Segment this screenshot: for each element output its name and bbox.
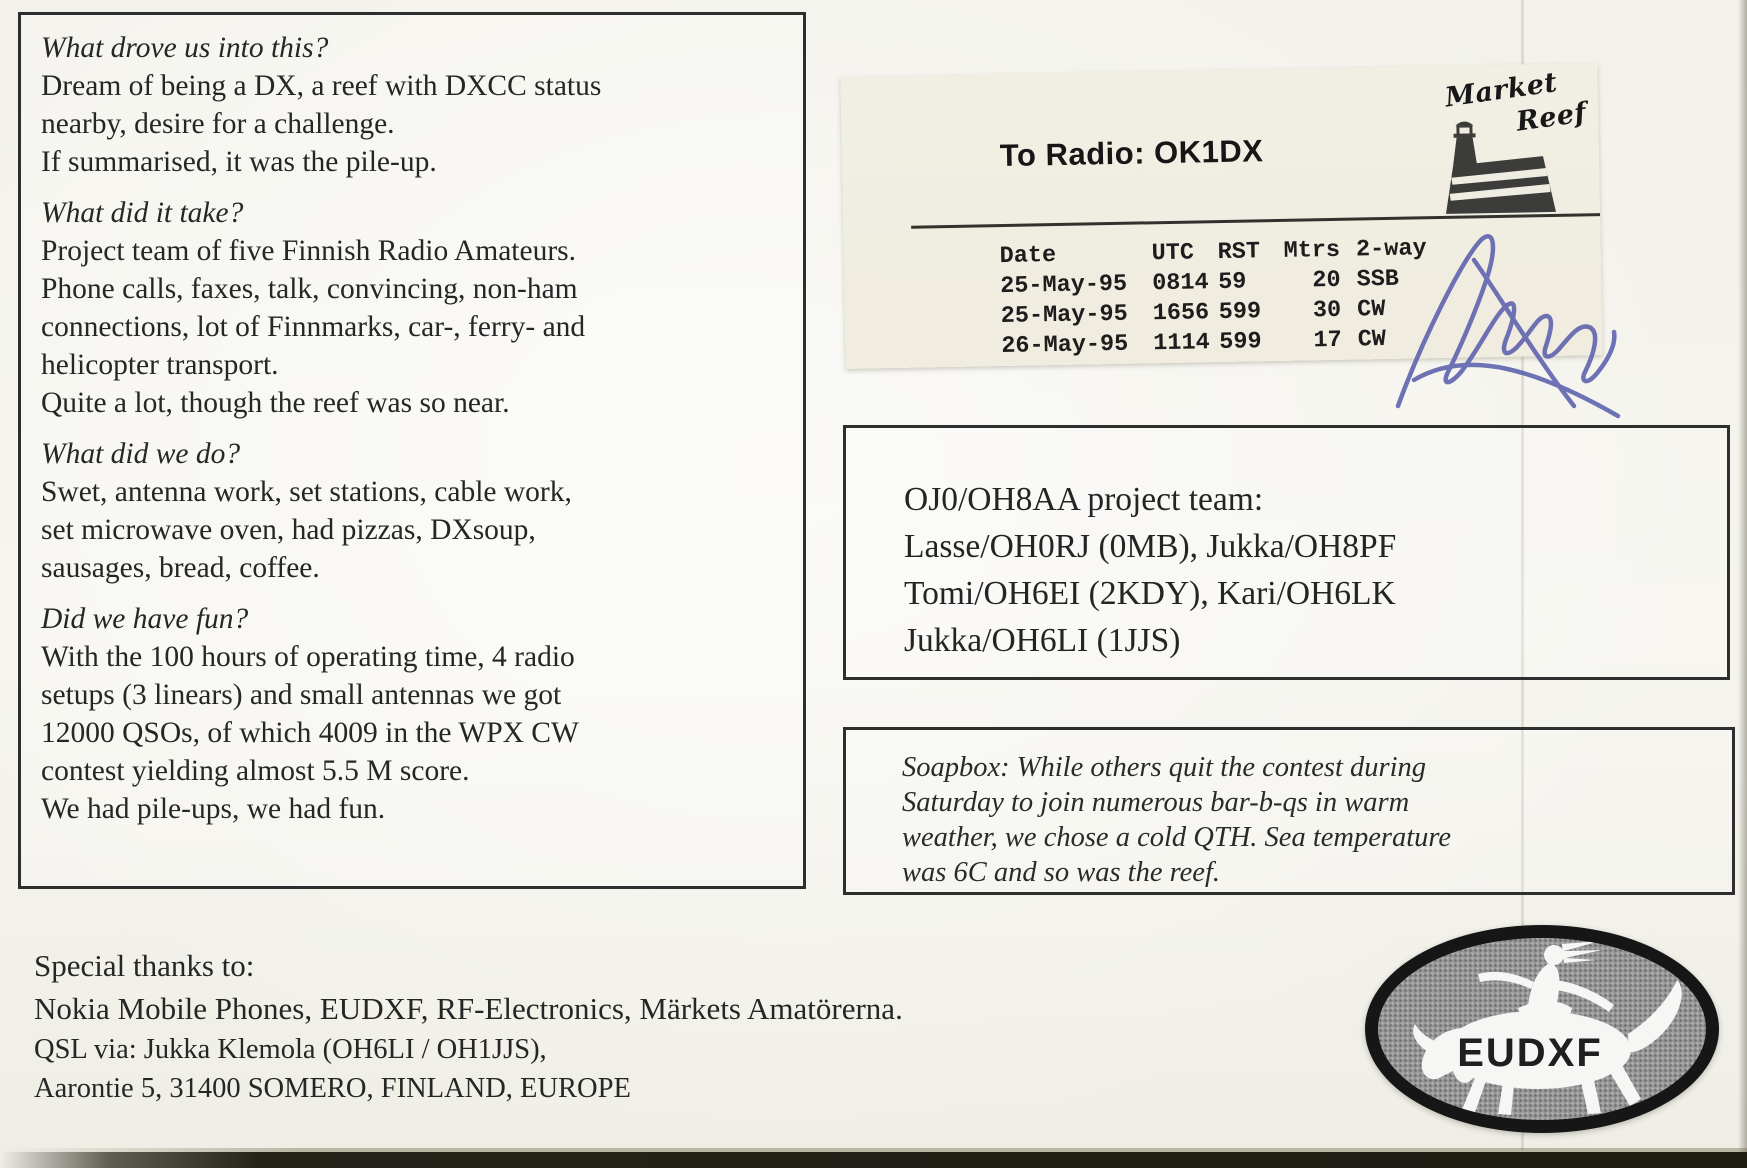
story-line: helicopter transport. [41, 349, 279, 381]
story-question: Did we have fun? [41, 603, 249, 635]
thanks-line: Special thanks to: [34, 948, 255, 983]
qso-col-header: UTC [1151, 239, 1195, 268]
story-line: Quite a lot, though the reef was so near. [41, 387, 510, 419]
eudxf-badge [1365, 925, 1719, 1133]
thanks-block [34, 944, 903, 1108]
soapbox-line: Saturday to join numerous bar-b-qs in warm [902, 787, 1410, 818]
story-line: Dream of being a DX, a reef with DXCC status [41, 70, 602, 102]
qso-col-header: RST [1217, 238, 1261, 267]
soapbox-line: weather, we chose a cold QTH. Sea temperature [902, 822, 1452, 853]
card-right-edge [1738, 0, 1747, 1168]
story-line: We had pile-ups, we had fun. [41, 793, 386, 825]
story-line: contest yielding almost 5.5 M score. [41, 755, 470, 787]
qso-table [999, 234, 1430, 362]
qso-cell: 599 [1219, 328, 1262, 357]
thanks-line: QSL via: Jukka Klemola (OH6LI / OH1JJS), [34, 1034, 547, 1065]
qso-cell: 20 [1312, 266, 1341, 295]
qso-cell: 59 [1217, 268, 1247, 297]
soapbox-line: was 6C and so was the reef. [902, 857, 1220, 888]
qso-cell: 25-May-95 [1000, 300, 1128, 331]
qso-table-body [1000, 264, 1430, 362]
team-line: Lasse/OH0RJ (0MB), Jukka/OH8PF [904, 528, 1397, 565]
qso-col-header: Date [999, 242, 1057, 271]
story-question: What drove us into this? [41, 32, 329, 64]
to-radio-line [1000, 133, 1264, 174]
project-team-box [843, 425, 1730, 680]
market-reef-word2: Reef [1514, 97, 1589, 138]
story-line: nearby, desire for a challenge. [41, 108, 395, 140]
market-reef-logo [1423, 67, 1596, 224]
card-bottom-edge [0, 1152, 1747, 1168]
story-line: Project team of five Finnish Radio Amateurs. [41, 235, 577, 267]
story-line: sausages, bread, coffee. [41, 552, 320, 584]
qso-cell: 25-May-95 [1000, 270, 1128, 301]
signature [1378, 220, 1630, 428]
team-line: Tomi/OH6EI (2KDY), Kari/OH6LK [904, 575, 1396, 612]
story-section [41, 194, 785, 422]
story-section [41, 600, 785, 828]
story-line: Swet, antenna work, set stations, cable work, [41, 476, 572, 508]
qso-cell: 30 [1312, 296, 1342, 325]
qso-cell: 17 [1313, 326, 1342, 355]
story-line: If summarised, it was the pile-up. [41, 146, 437, 178]
qso-cell: SSB [1356, 265, 1400, 294]
qso-cell: CW [1356, 296, 1386, 324]
qso-cell: CW [1357, 326, 1387, 354]
qso-cell: 0814 [1151, 269, 1209, 298]
story-line: setups (3 linears) and small antennas we got [41, 679, 562, 711]
story-section [41, 29, 785, 181]
story-line: Phone calls, faxes, talk, convincing, non-ham [41, 273, 578, 305]
qso-cell: 1656 [1152, 299, 1210, 328]
story-question: What did we do? [41, 438, 241, 470]
europa-bull-icon [1378, 938, 1706, 1120]
story-line: connections, lot of Finnmarks, car-, ferry- and [41, 311, 586, 343]
thanks-line: Aarontie 5, 31400 SOMERO, FINLAND, EUROPE [34, 1073, 631, 1104]
story-line: 12000 QSOs, of which 4009 in the WPX CW [41, 717, 579, 749]
story-line: set microwave oven, had pizzas, DXsoup, [41, 514, 536, 546]
qso-cell: 599 [1218, 298, 1262, 327]
to-radio-label: To Radio: [999, 135, 1146, 174]
story-section [41, 435, 785, 587]
story-question: What did it take? [41, 197, 244, 229]
story-line: With the 100 hours of operating time, 4 radio [41, 641, 575, 673]
qso-cell: 1114 [1153, 329, 1210, 358]
qso-row [1001, 324, 1430, 362]
qso-col-header: Mtrs [1283, 236, 1341, 265]
eudxf-label: EUDXF [1457, 1031, 1603, 1075]
story-box [18, 12, 806, 889]
soapbox-box [843, 727, 1735, 895]
thanks-line: Nokia Mobile Phones, EUDXF, RF-Electronics, Märkets Amatörerna. [34, 991, 903, 1026]
team-line: OJ0/OH8AA project team: [904, 481, 1264, 518]
lighthouse-icon [1442, 120, 1562, 222]
team-line: Jukka/OH6LI (1JJS) [904, 622, 1181, 659]
qso-col-header: 2-way [1355, 235, 1427, 264]
market-reef-word1: Market [1443, 67, 1560, 114]
callsign: OK1DX [1153, 133, 1264, 171]
qso-cell: 26-May-95 [1001, 330, 1129, 361]
soapbox-line: Soapbox: While others quit the contest during [902, 752, 1427, 783]
